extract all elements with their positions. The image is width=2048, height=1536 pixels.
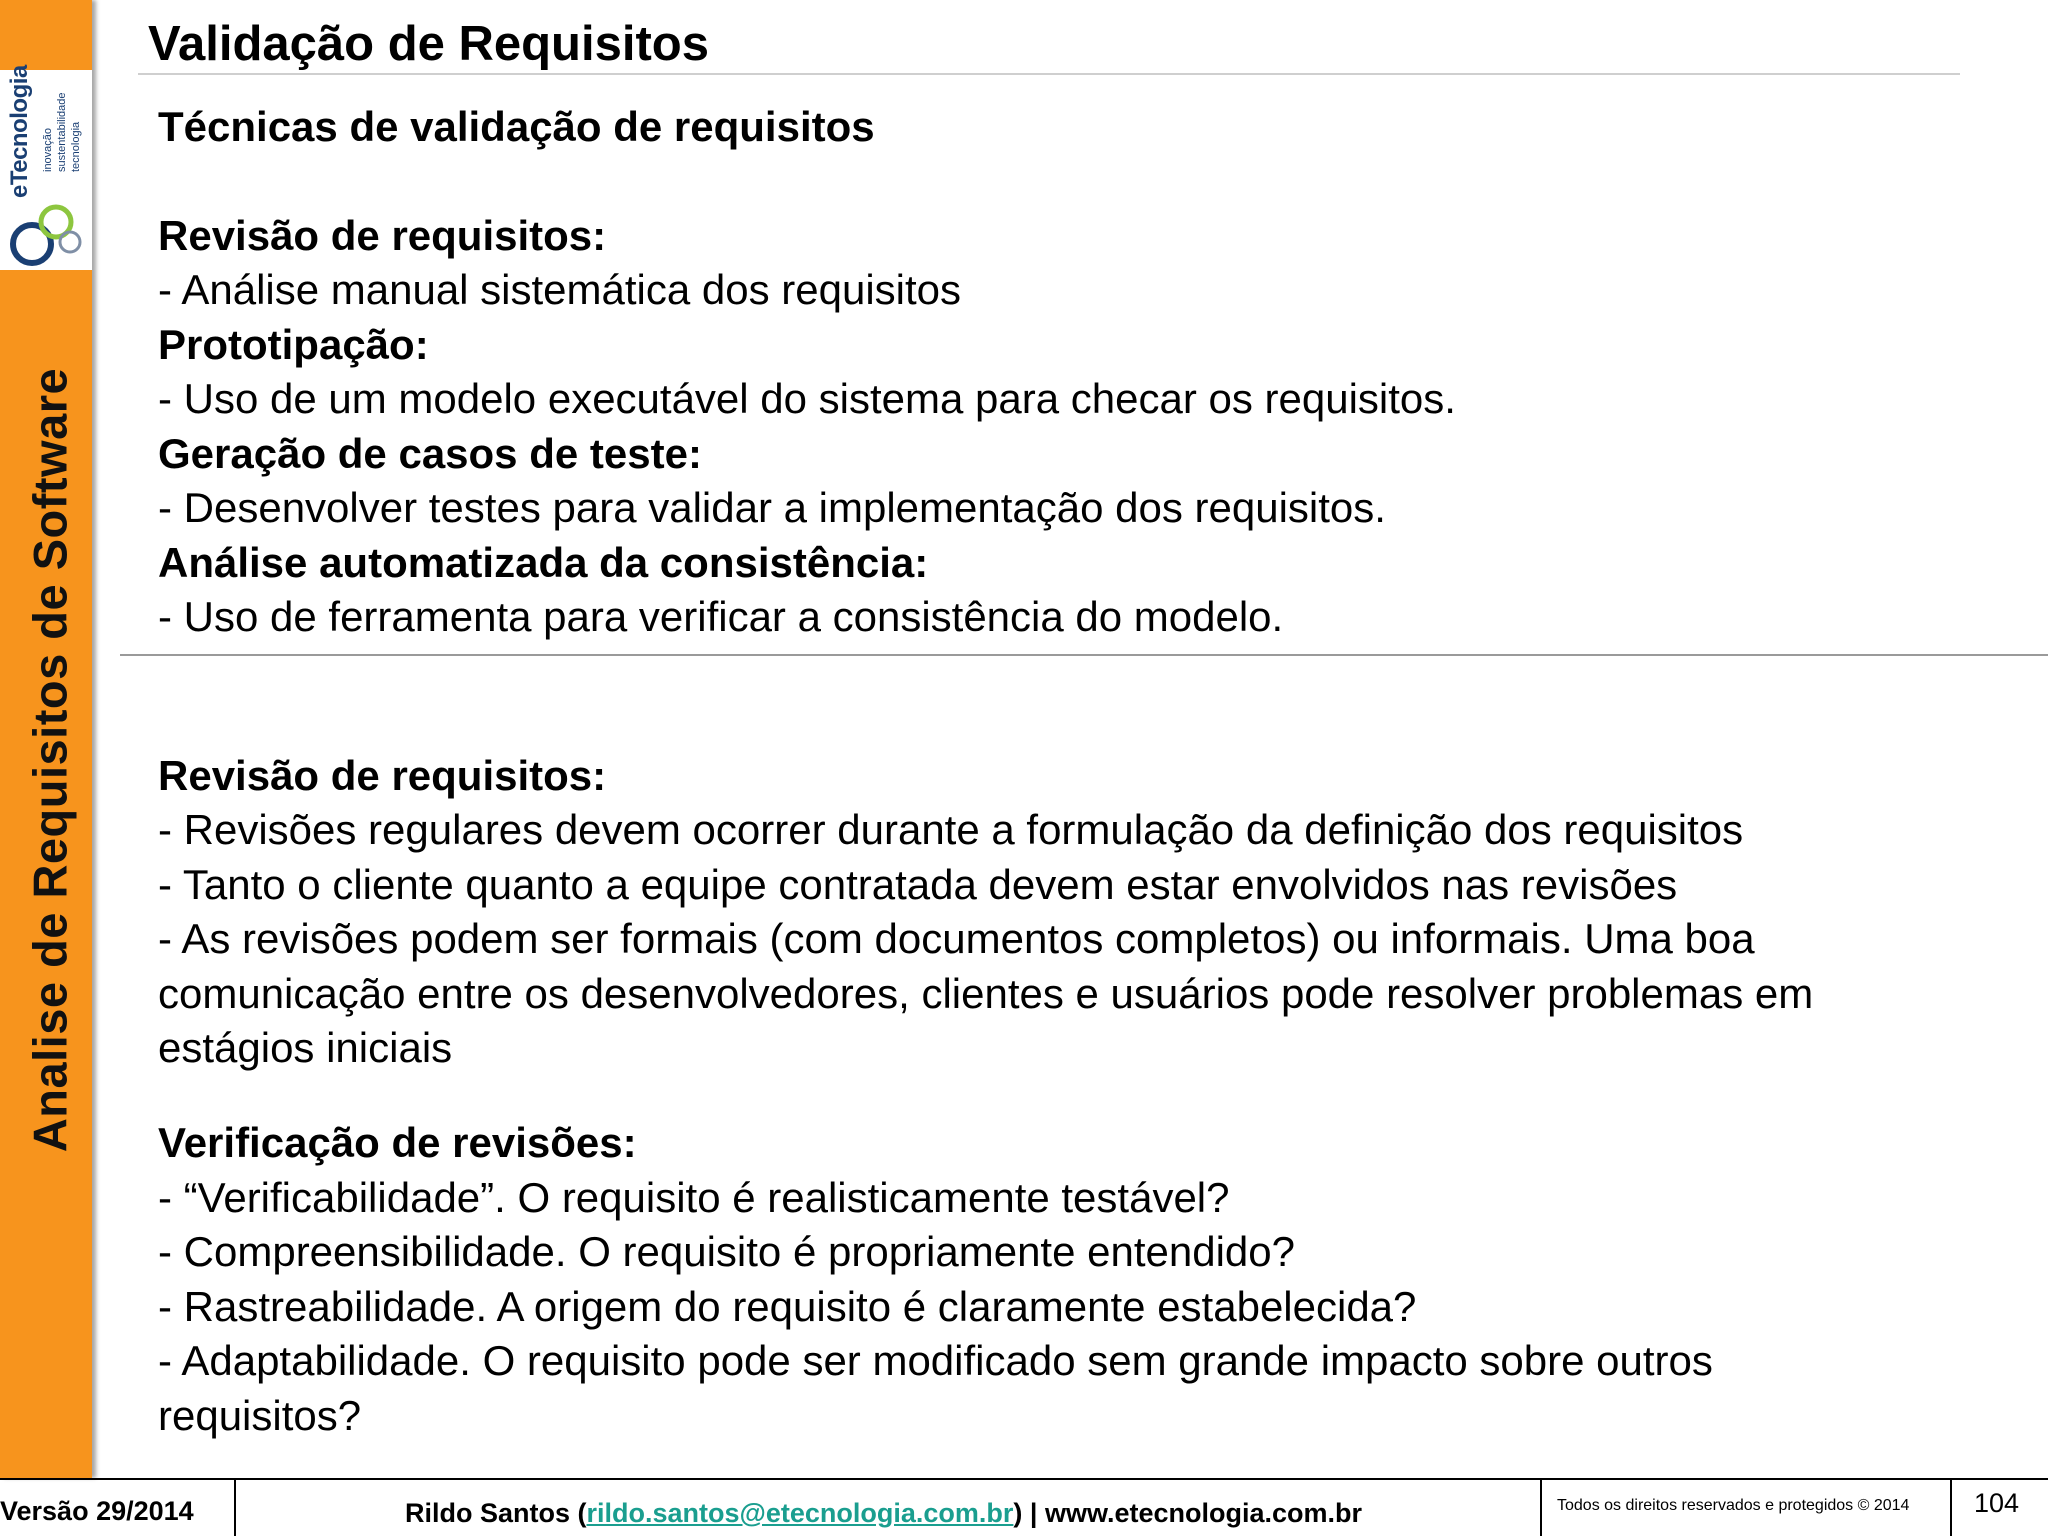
email-link[interactable]: rildo.santos@etecnologia.com.br	[586, 1498, 1014, 1528]
technique-description: - Uso de um modelo executável do sistema para checar os requisitos.	[158, 375, 1456, 422]
logo-tagline: inovação	[42, 127, 54, 172]
check-line: - Compreensibilidade. O requisito é propriamente entendido?	[158, 1228, 1295, 1275]
footer-version: Versão 29/2014	[0, 1496, 194, 1526]
author-name: Rildo Santos (	[405, 1498, 587, 1528]
page-number: 104	[1974, 1488, 2020, 1518]
review-line: estágios iniciais	[158, 1024, 453, 1071]
check-line: - Adaptabilidade. O requisito pode ser modificado sem grande impacto sobre outros	[158, 1337, 1713, 1384]
etecnologia-logo	[0, 65, 92, 270]
technique-title: Geração de casos de teste:	[158, 430, 702, 477]
section-heading: Técnicas de validação de requisitos	[158, 103, 875, 150]
logo-tagline: tecnologia	[70, 121, 82, 172]
review-line: - As revisões podem ser formais (com documentos completos) ou informais. Uma boa	[158, 915, 1755, 962]
footer-author	[405, 1498, 1362, 1529]
technique-title: Prototipação:	[158, 321, 429, 368]
footer-separator	[1540, 1480, 1542, 1536]
check-line: - Rastreabilidade. A origem do requisito é claramente estabelecida?	[158, 1283, 1417, 1330]
website-link[interactable]: ) | www.etecnologia.com.br	[1013, 1498, 1363, 1528]
sidebar	[0, 0, 92, 1478]
technique-title: Análise automatizada da consistência:	[158, 539, 929, 586]
footer-separator	[234, 1480, 236, 1536]
logo-brand: eTecnologia	[6, 65, 33, 198]
check-line: - “Verificabilidade”. O requisito é realisticamente testável?	[158, 1174, 1230, 1221]
review-line: comunicação entre os desenvolvedores, clientes e usuários pode resolver problemas em	[158, 970, 1814, 1017]
review-title: Revisão de requisitos:	[158, 752, 607, 799]
section-divider	[120, 654, 2048, 656]
review-line: - Tanto o cliente quanto a equipe contratada devem estar envolvidos nas revisões	[158, 861, 1678, 908]
check-line: requisitos?	[158, 1392, 362, 1439]
page-title: Validação de Requisitos	[148, 17, 709, 71]
footer-separator	[1950, 1480, 1952, 1536]
title-divider	[138, 73, 1960, 75]
checks-title: Verificação de revisões:	[158, 1119, 637, 1166]
course-title: Analise de Requisitos de Software	[23, 367, 77, 1153]
logo-tagline: sustentabilidade	[56, 92, 68, 172]
logo-rings-icon	[4, 200, 88, 266]
technique-title: Revisão de requisitos:	[158, 212, 607, 259]
technique-description: - Análise manual sistemática dos requisitos	[158, 266, 962, 313]
technique-description: - Uso de ferramenta para verificar a consistência do modelo.	[158, 593, 1284, 640]
footer-copyright: Todos os direitos reservados e protegidos © 2014	[1557, 1497, 1910, 1514]
technique-description: - Desenvolver testes para validar a implementação dos requisitos.	[158, 484, 1386, 531]
footer-divider	[0, 1478, 2048, 1480]
review-line: - Revisões regulares devem ocorrer durante a formulação da definição dos requisitos	[158, 806, 1744, 853]
